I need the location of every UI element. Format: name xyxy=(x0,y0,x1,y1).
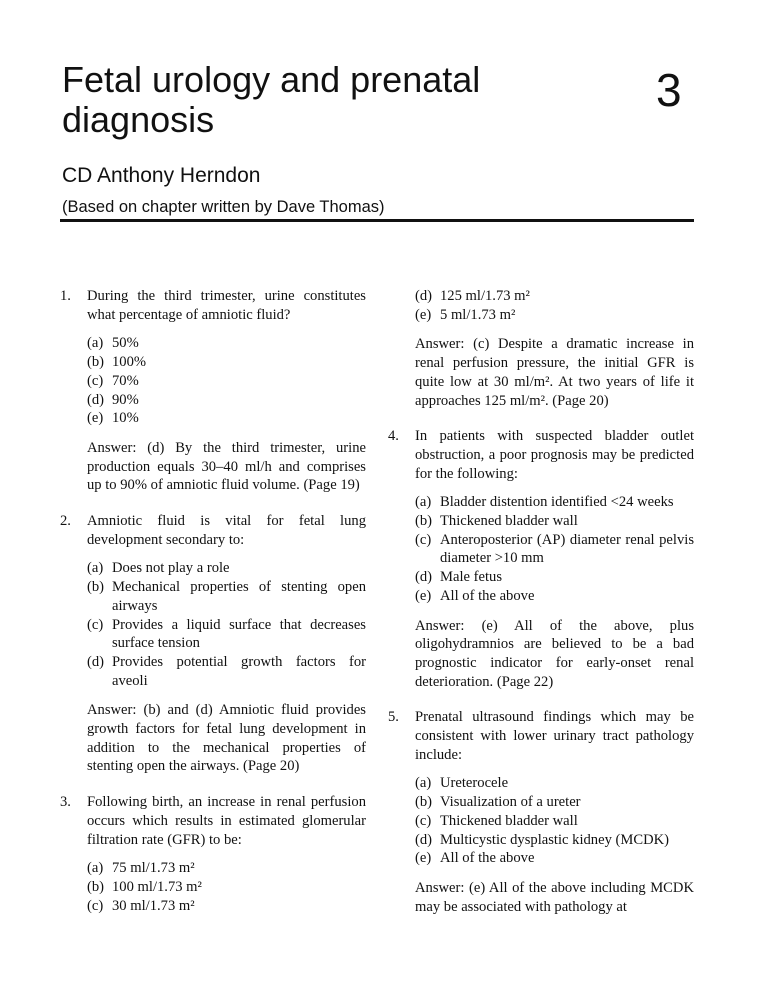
options-list xyxy=(388,287,694,324)
option-item xyxy=(415,512,694,531)
option-text: Thickened bladder wall xyxy=(440,513,578,530)
question-number: 1. xyxy=(60,288,71,304)
option-letter: (d) xyxy=(415,831,433,848)
option-text: Mechanical properties of stenting open airways xyxy=(112,579,366,614)
options-list xyxy=(87,334,366,428)
option-text: 5 ml/1.73 m² xyxy=(440,306,516,323)
option-text: Thickened bladder wall xyxy=(440,812,578,829)
question-3 xyxy=(60,793,366,915)
option-letter: (b) xyxy=(87,579,105,596)
question-text: In patients with suspected bladder outlet obstruction, a poor prognosis may be predicted for the following: xyxy=(415,428,694,482)
option-item xyxy=(415,306,694,325)
option-item xyxy=(87,334,366,353)
option-letter: (a) xyxy=(415,775,432,792)
option-text: Multicystic dysplastic kidney (MCDK) xyxy=(440,831,670,848)
option-item xyxy=(87,859,366,878)
question-number: 5. xyxy=(388,709,399,726)
option-text: 50% xyxy=(112,335,139,352)
chapter-title: Fetal urology and prenatal diagnosis xyxy=(62,59,481,140)
option-item xyxy=(87,353,366,372)
based-on-note: (Based on chapter written by Dave Thomas) xyxy=(62,198,385,216)
option-letter: (c) xyxy=(415,531,432,548)
option-letter: (c) xyxy=(87,616,104,633)
answer-text: Answer: (d) By the third trimester, urine production equals 30–40 ml/h and comprises up to 90% of amniotic fluid volume. (Page 19) xyxy=(87,439,366,494)
option-text: 125 ml/1.73 m² xyxy=(440,288,530,304)
right-column xyxy=(388,287,694,916)
option-text: Ureterocele xyxy=(440,775,509,792)
option-item xyxy=(87,878,366,897)
option-text: Anteroposterior (AP) diameter renal pelvis diameter >10 mm xyxy=(440,531,694,567)
option-text: All of the above xyxy=(440,850,535,867)
option-letter: (d) xyxy=(87,653,105,670)
left-column xyxy=(60,287,366,915)
option-text: 70% xyxy=(112,372,139,389)
options-list xyxy=(87,859,366,915)
question-2 xyxy=(60,512,366,776)
question-number: 4. xyxy=(388,428,399,445)
option-letter: (b) xyxy=(415,794,433,811)
question-1 xyxy=(60,287,366,495)
option-text: 100% xyxy=(112,354,147,371)
option-letter: (e) xyxy=(87,410,104,427)
option-item xyxy=(415,493,694,512)
option-item xyxy=(415,568,694,587)
option-item xyxy=(415,531,694,568)
options-list xyxy=(415,493,694,605)
question-text: During the third trimester, urine constitutes what percentage of amniotic fluid? xyxy=(87,288,366,323)
option-text: 10% xyxy=(112,410,139,427)
question-number: 2. xyxy=(60,513,71,530)
header-rule xyxy=(60,219,694,222)
option-item xyxy=(87,372,366,391)
question-3-continued xyxy=(388,287,694,410)
option-item xyxy=(415,793,694,812)
answer-text: Answer: (b) and (d) Amniotic fluid provides growth factors for fetal lung development in addition to the mechanical properties of stenting open the airways. (Page 20) xyxy=(87,702,366,775)
question-5 xyxy=(388,708,694,916)
option-letter: (e) xyxy=(415,306,432,323)
option-letter: (d) xyxy=(415,288,433,304)
option-letter: (d) xyxy=(415,569,433,586)
option-letter: (d) xyxy=(87,391,105,408)
question-text: Amniotic fluid is vital for fetal lung development secondary to: xyxy=(87,513,366,548)
option-letter: (a) xyxy=(415,494,432,511)
option-letter: (b) xyxy=(87,354,105,371)
option-letter: (e) xyxy=(415,850,432,867)
author-name: CD Anthony Herndon xyxy=(62,164,261,187)
options-list xyxy=(87,559,366,690)
option-text: 30 ml/1.73 m² xyxy=(112,897,195,914)
question-4 xyxy=(388,427,694,691)
option-text: All of the above xyxy=(440,587,535,604)
option-item xyxy=(415,849,694,868)
option-text: Bladder distention identified <24 weeks xyxy=(440,494,674,511)
question-number: 3. xyxy=(60,794,71,811)
option-letter: (a) xyxy=(87,560,104,577)
chapter-number: 3 xyxy=(656,64,682,116)
option-text: Visualization of a ureter xyxy=(440,794,581,811)
option-letter: (c) xyxy=(415,812,432,829)
option-item xyxy=(415,287,694,306)
option-item xyxy=(415,774,694,793)
option-text: Does not play a role xyxy=(112,560,230,577)
option-item xyxy=(415,587,694,606)
answer-text: Answer: (e) All of the above including MCDK may be associated with pathology at xyxy=(415,879,694,915)
option-item xyxy=(87,897,366,916)
question-text: Prenatal ultrasound findings which may be consistent with lower urinary tract pathology include: xyxy=(415,709,694,763)
option-text: 75 ml/1.73 m² xyxy=(112,860,195,877)
option-text: 100 ml/1.73 m² xyxy=(112,878,202,895)
option-letter: (e) xyxy=(415,587,432,604)
option-letter: (b) xyxy=(415,513,433,530)
option-item xyxy=(87,391,366,410)
option-item xyxy=(415,812,694,831)
question-text: Following birth, an increase in renal perfusion occurs which results in estimated glomerular filtration rate (GFR) to be: xyxy=(87,794,366,848)
option-item xyxy=(87,578,366,615)
option-item xyxy=(87,409,366,428)
option-letter: (c) xyxy=(87,897,104,914)
option-letter: (a) xyxy=(87,335,104,352)
options-list xyxy=(415,774,694,868)
option-item xyxy=(87,653,366,690)
option-item xyxy=(87,559,366,578)
option-text: 90% xyxy=(112,391,139,408)
option-item xyxy=(87,616,366,653)
option-text: Male fetus xyxy=(440,569,503,586)
answer-text: Answer: (c) Despite a dramatic increase in renal perfusion pressure, the initial GFR is quite low at 30 ml/m². At two years of life it approaches 125 ml/m². (Page 20) xyxy=(415,336,694,409)
option-letter: (a) xyxy=(87,860,104,877)
option-text: Provides potential growth factors for aveoli xyxy=(112,653,366,689)
option-text: Provides a liquid surface that decreases surface tension xyxy=(112,616,366,652)
option-letter: (b) xyxy=(87,878,105,895)
answer-text: Answer: (e) All of the above, plus oligohydramnios are believed to be a bad prognostic indicator for early-onset renal deterioration. (Page 22) xyxy=(415,617,694,690)
option-letter: (c) xyxy=(87,372,104,389)
option-item xyxy=(415,831,694,850)
